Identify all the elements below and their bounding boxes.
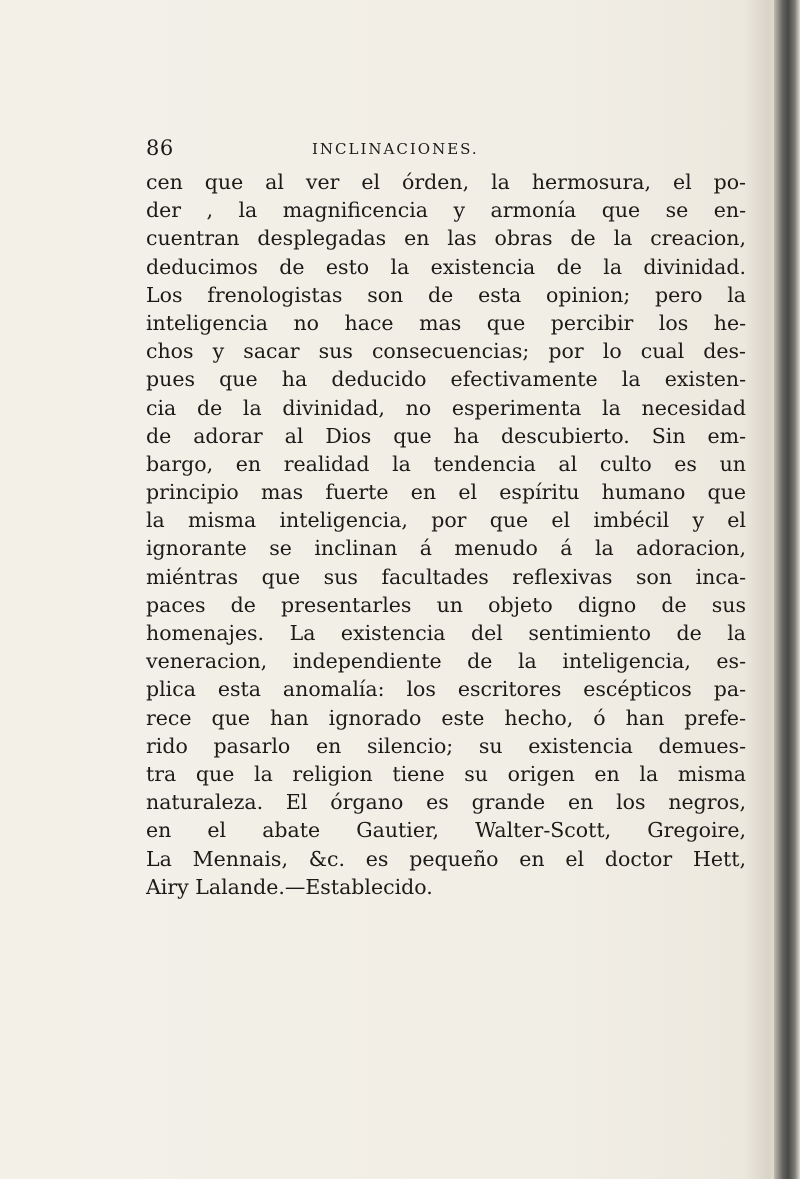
text-line: rido pasarlo en silencio; su existencia demues- bbox=[146, 733, 746, 758]
text-line: Airy Lalande.—Establecido. bbox=[146, 874, 433, 899]
text-line: La Mennais, &c. es pequeño en el doctor Hett, bbox=[146, 846, 746, 871]
text-line: Los frenologistas son de esta opinion; pero la bbox=[146, 282, 746, 307]
text-line: en el abate Gautier, Walter-Scott, Gregoire, bbox=[146, 818, 746, 843]
page-binding-edge bbox=[774, 0, 800, 1179]
text-line: rece que han ignorado este hecho, ó han prefe- bbox=[146, 705, 746, 730]
text-line: chos y sacar sus consecuencias; por lo cual des- bbox=[146, 339, 746, 364]
page-number: 86 bbox=[146, 136, 174, 160]
text-line: inteligencia no hace mas que percibir los he- bbox=[146, 310, 746, 335]
text-line: ignorante se inclinan á menudo á la adoracion, bbox=[146, 536, 746, 561]
text-line: miéntras que sus facultades reflexivas son inca- bbox=[146, 564, 746, 589]
text-line: cia de la divinidad, no esperimenta la necesidad bbox=[146, 395, 746, 420]
text-line: plica esta anomalía: los escritores escépticos pa- bbox=[146, 677, 746, 702]
text-line: la misma inteligencia, por que el imbécil y el bbox=[146, 508, 746, 533]
text-line: tra que la religion tiene su origen en la misma bbox=[146, 761, 746, 786]
page-header bbox=[132, 136, 732, 166]
text-line: cuentran desplegadas en las obras de la creacion, bbox=[146, 226, 746, 251]
text-line: pues que ha deducido efectivamente la existen- bbox=[146, 367, 746, 392]
text-line: der , la magnificencia y armonía que se en- bbox=[146, 198, 746, 223]
text-line: homenajes. La existencia del sentimiento de la bbox=[146, 621, 746, 645]
running-title: INCLINACIONES. bbox=[312, 140, 479, 158]
text-line: principio mas fuerte en el espíritu humano que bbox=[146, 480, 746, 505]
body-paragraph bbox=[146, 168, 746, 901]
text-line: paces de presentarles un objeto digno de sus bbox=[146, 592, 746, 617]
text-line: naturaleza. El órgano es grande en los negros, bbox=[146, 790, 746, 815]
text-line: veneracion, independiente de la inteligencia, es- bbox=[146, 649, 746, 674]
text-line: deducimos de esto la existencia de la divinidad. bbox=[146, 254, 746, 279]
text-line: bargo, en realidad la tendencia al culto es un bbox=[146, 451, 746, 476]
text-line: de adorar al Dios que ha descubierto. Sin em- bbox=[146, 423, 746, 448]
text-line: cen que al ver el órden, la hermosura, el po- bbox=[146, 170, 746, 194]
